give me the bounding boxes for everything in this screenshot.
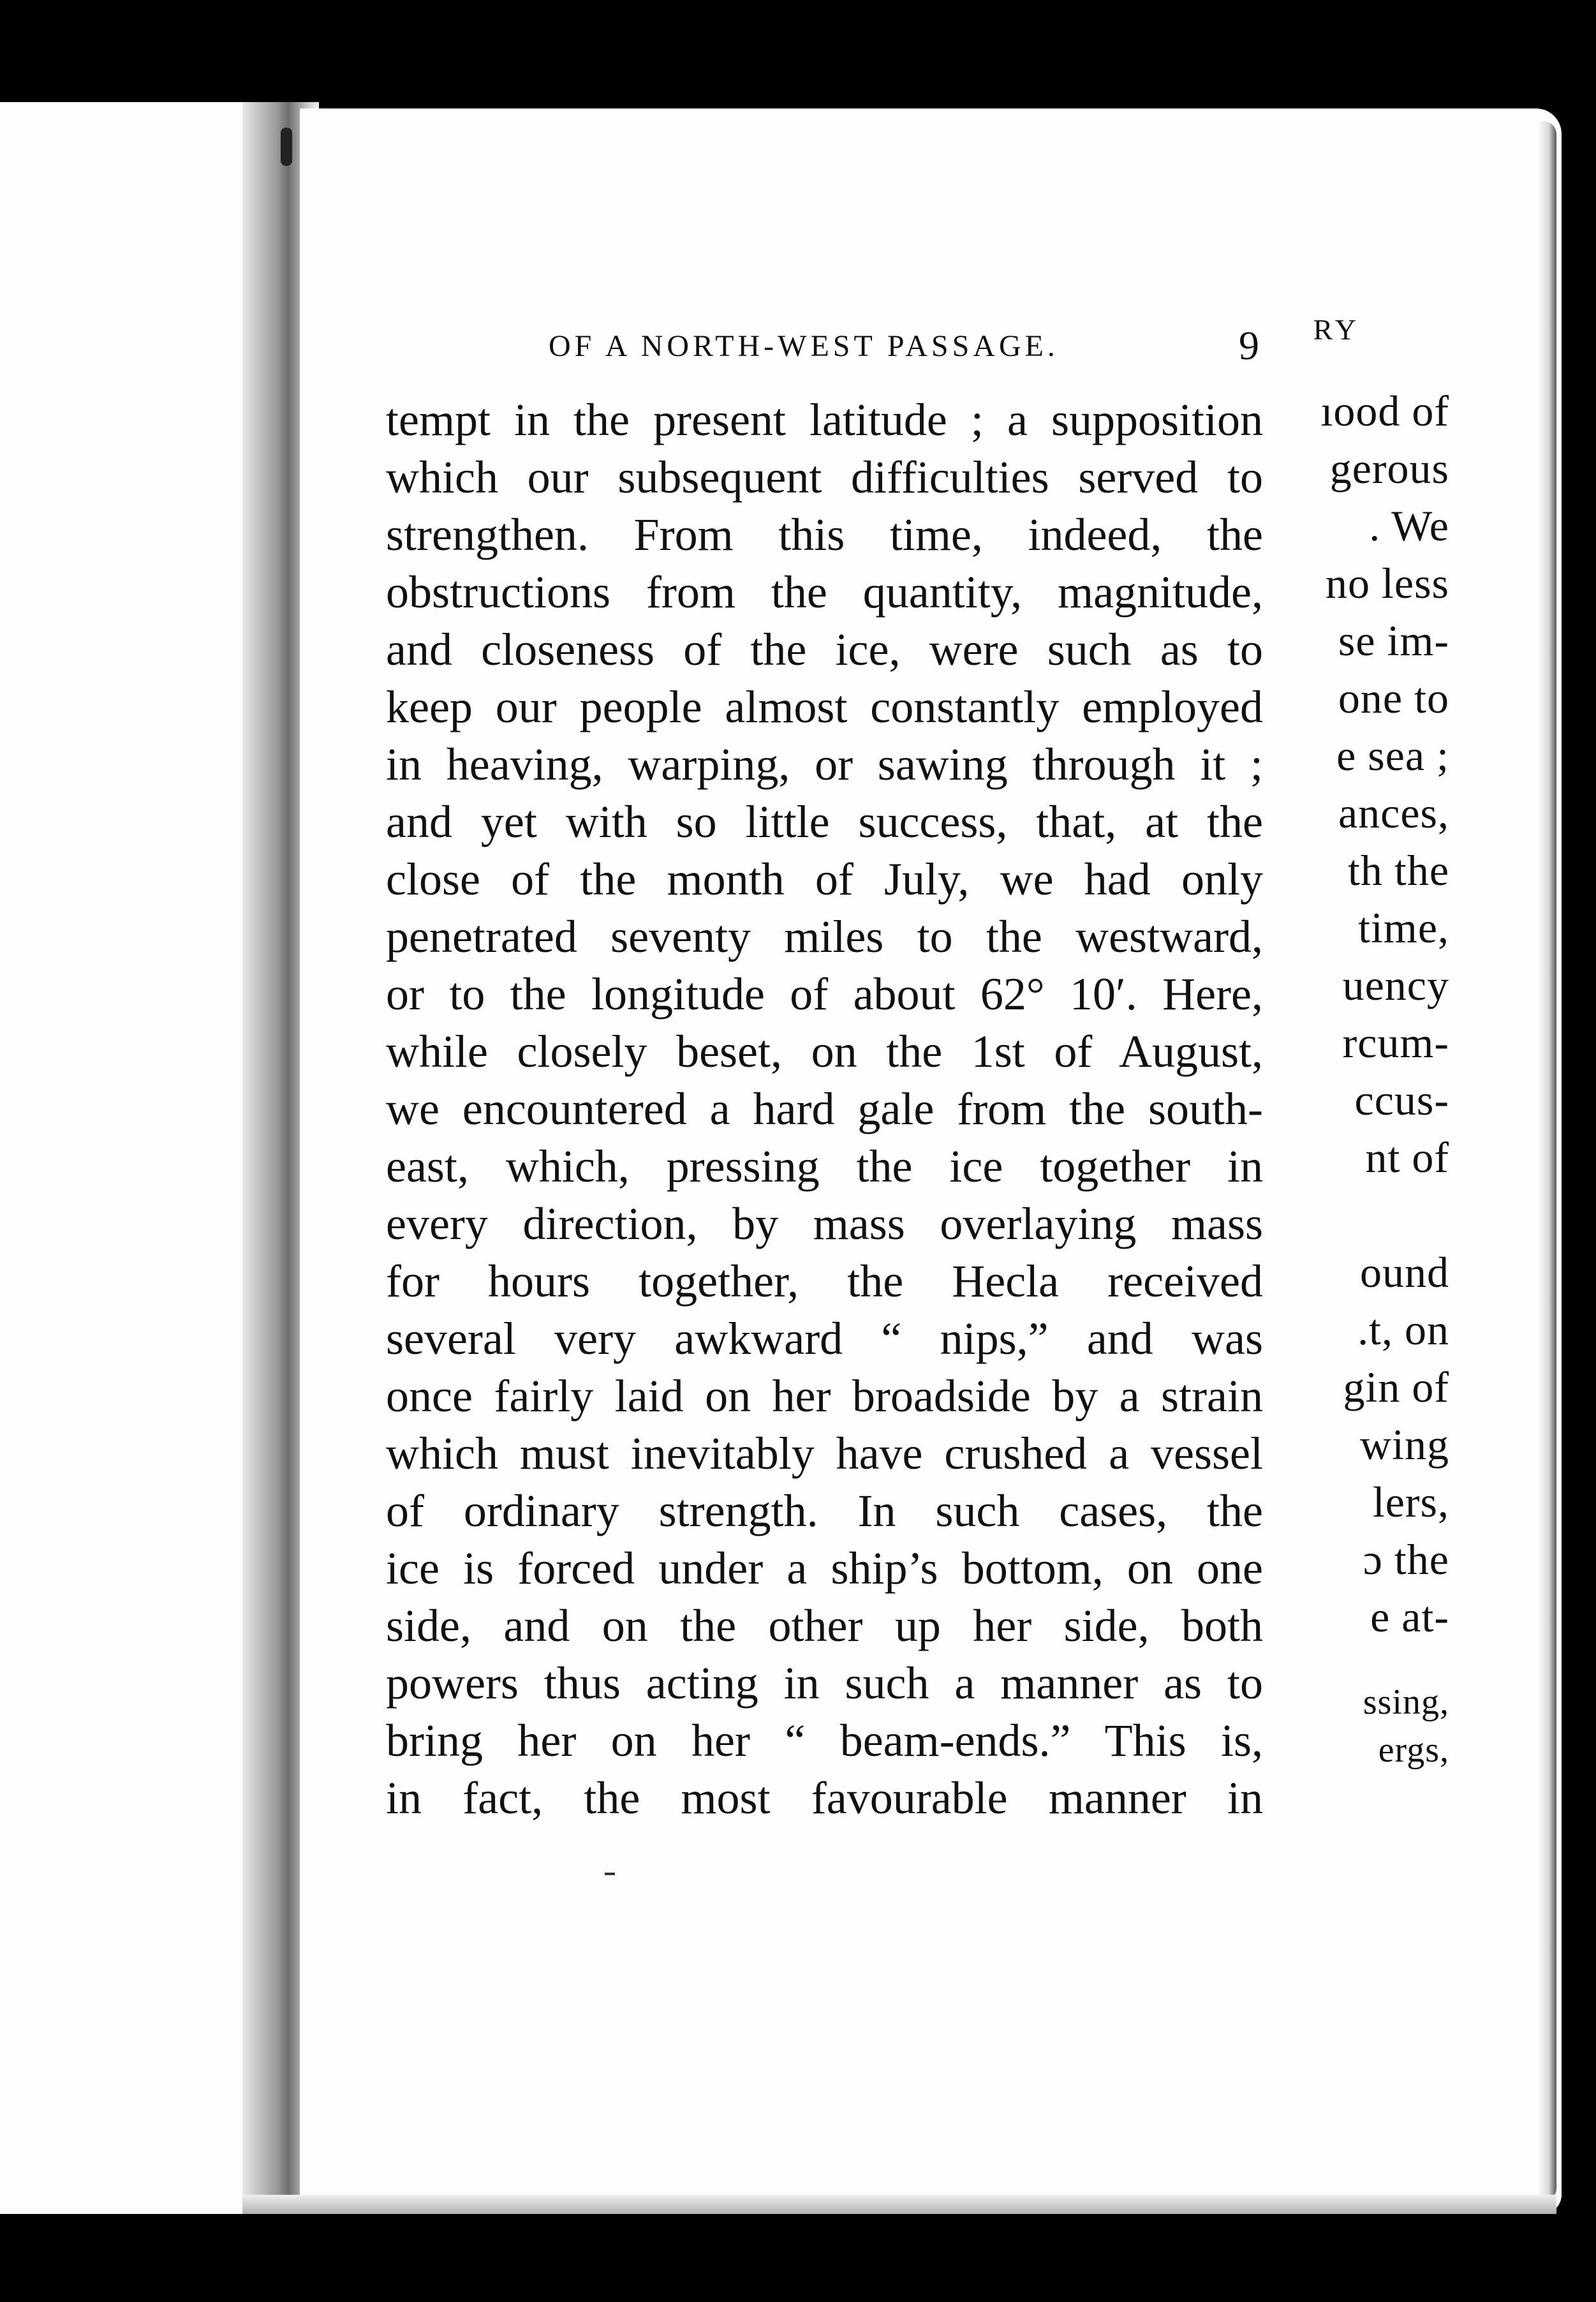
left-line: time, [1358,903,1449,952]
left-footnote-line: ergs, [1378,1730,1449,1770]
left-line: rcum- [1342,1018,1449,1067]
text-line: which our subsequent difficulties served to [386,452,1263,503]
left-line: lers, [1372,1478,1449,1526]
text-line: ice is forced under a ship’s bottom, on one [386,1543,1263,1594]
left-footnote-line: ssing, [1363,1682,1449,1722]
text-line: once fairly laid on her broadside by a strain [386,1370,1263,1422]
left-line: gin of [1343,1363,1449,1411]
left-page [0,102,281,2214]
left-line: . We [1369,501,1449,550]
text-line: every direction, by mass overlaying mass [386,1198,1263,1249]
text-line: keep our people almost constantly employed [386,681,1263,732]
page-edge-bottom [242,2195,1556,2214]
left-line: ances, [1338,789,1449,837]
text-line: and yet with so little success, that, at the [386,796,1263,847]
text-line: powers thus acting in such a manner as to [386,1658,1263,1709]
text-line: in heaving, warping, or sawing through it ; [386,739,1263,790]
text-line: strengthen. From this time, indeed, the [386,509,1263,560]
left-line: e at- [1370,1593,1449,1641]
text-line: close of the month of July, we had only [386,854,1263,905]
text-line: for hours together, the Hecla received [386,1256,1263,1307]
text-line: east, which, pressing the ice together in [386,1141,1263,1192]
text-line: bring her on her “ beam-ends.” This is, [386,1715,1263,1766]
text-line: penetrated seventy miles to the westward, [386,911,1263,962]
page-number: 9 [1239,323,1259,368]
left-line: e sea ; [1336,731,1449,780]
scan-speck [605,1873,615,1875]
binding-mark [281,128,292,166]
text-line: we encountered a hard gale from the south- [386,1083,1263,1134]
text-line: of ordinary strength. In such cases, the [386,1485,1263,1536]
text-line: several very awkward “ nips,” and was [386,1313,1263,1364]
left-line: nt of [1365,1133,1449,1182]
running-head: OF A NORTH-WEST PASSAGE. [549,329,1059,363]
left-line: .t, on [1357,1305,1449,1354]
text-line: obstructions from the quantity, magnitude, [386,567,1263,618]
left-line: uency [1342,961,1449,1009]
text-line: in fact, the most favourable manner in [386,1772,1263,1823]
left-line: wing [1360,1420,1449,1469]
text-line: side, and on the other up her side, both [386,1600,1263,1651]
page-edge-right [1537,121,1556,2201]
left-line: ɔ the [1363,1535,1449,1584]
left-running-head: RY [1313,313,1360,346]
left-line: no less [1326,559,1449,607]
left-line: ccus- [1354,1076,1449,1124]
left-line: ıood of [1320,387,1449,435]
left-line: one to [1338,674,1449,722]
text-line: tempt in the present latitude ; a supposition [386,394,1263,445]
left-line: gerous [1329,444,1449,493]
text-line: or to the longitude of about 62° 10′. Here, [386,969,1263,1020]
text-line: and closeness of the ice, were such as to [386,624,1263,675]
text-line: while closely beset, on the 1st of August, [386,1026,1263,1077]
left-line: ound [1360,1248,1449,1296]
text-line: which must inevitably have crushed a vessel [386,1428,1263,1479]
left-line: se im- [1338,616,1449,665]
left-line: th the [1348,846,1449,895]
